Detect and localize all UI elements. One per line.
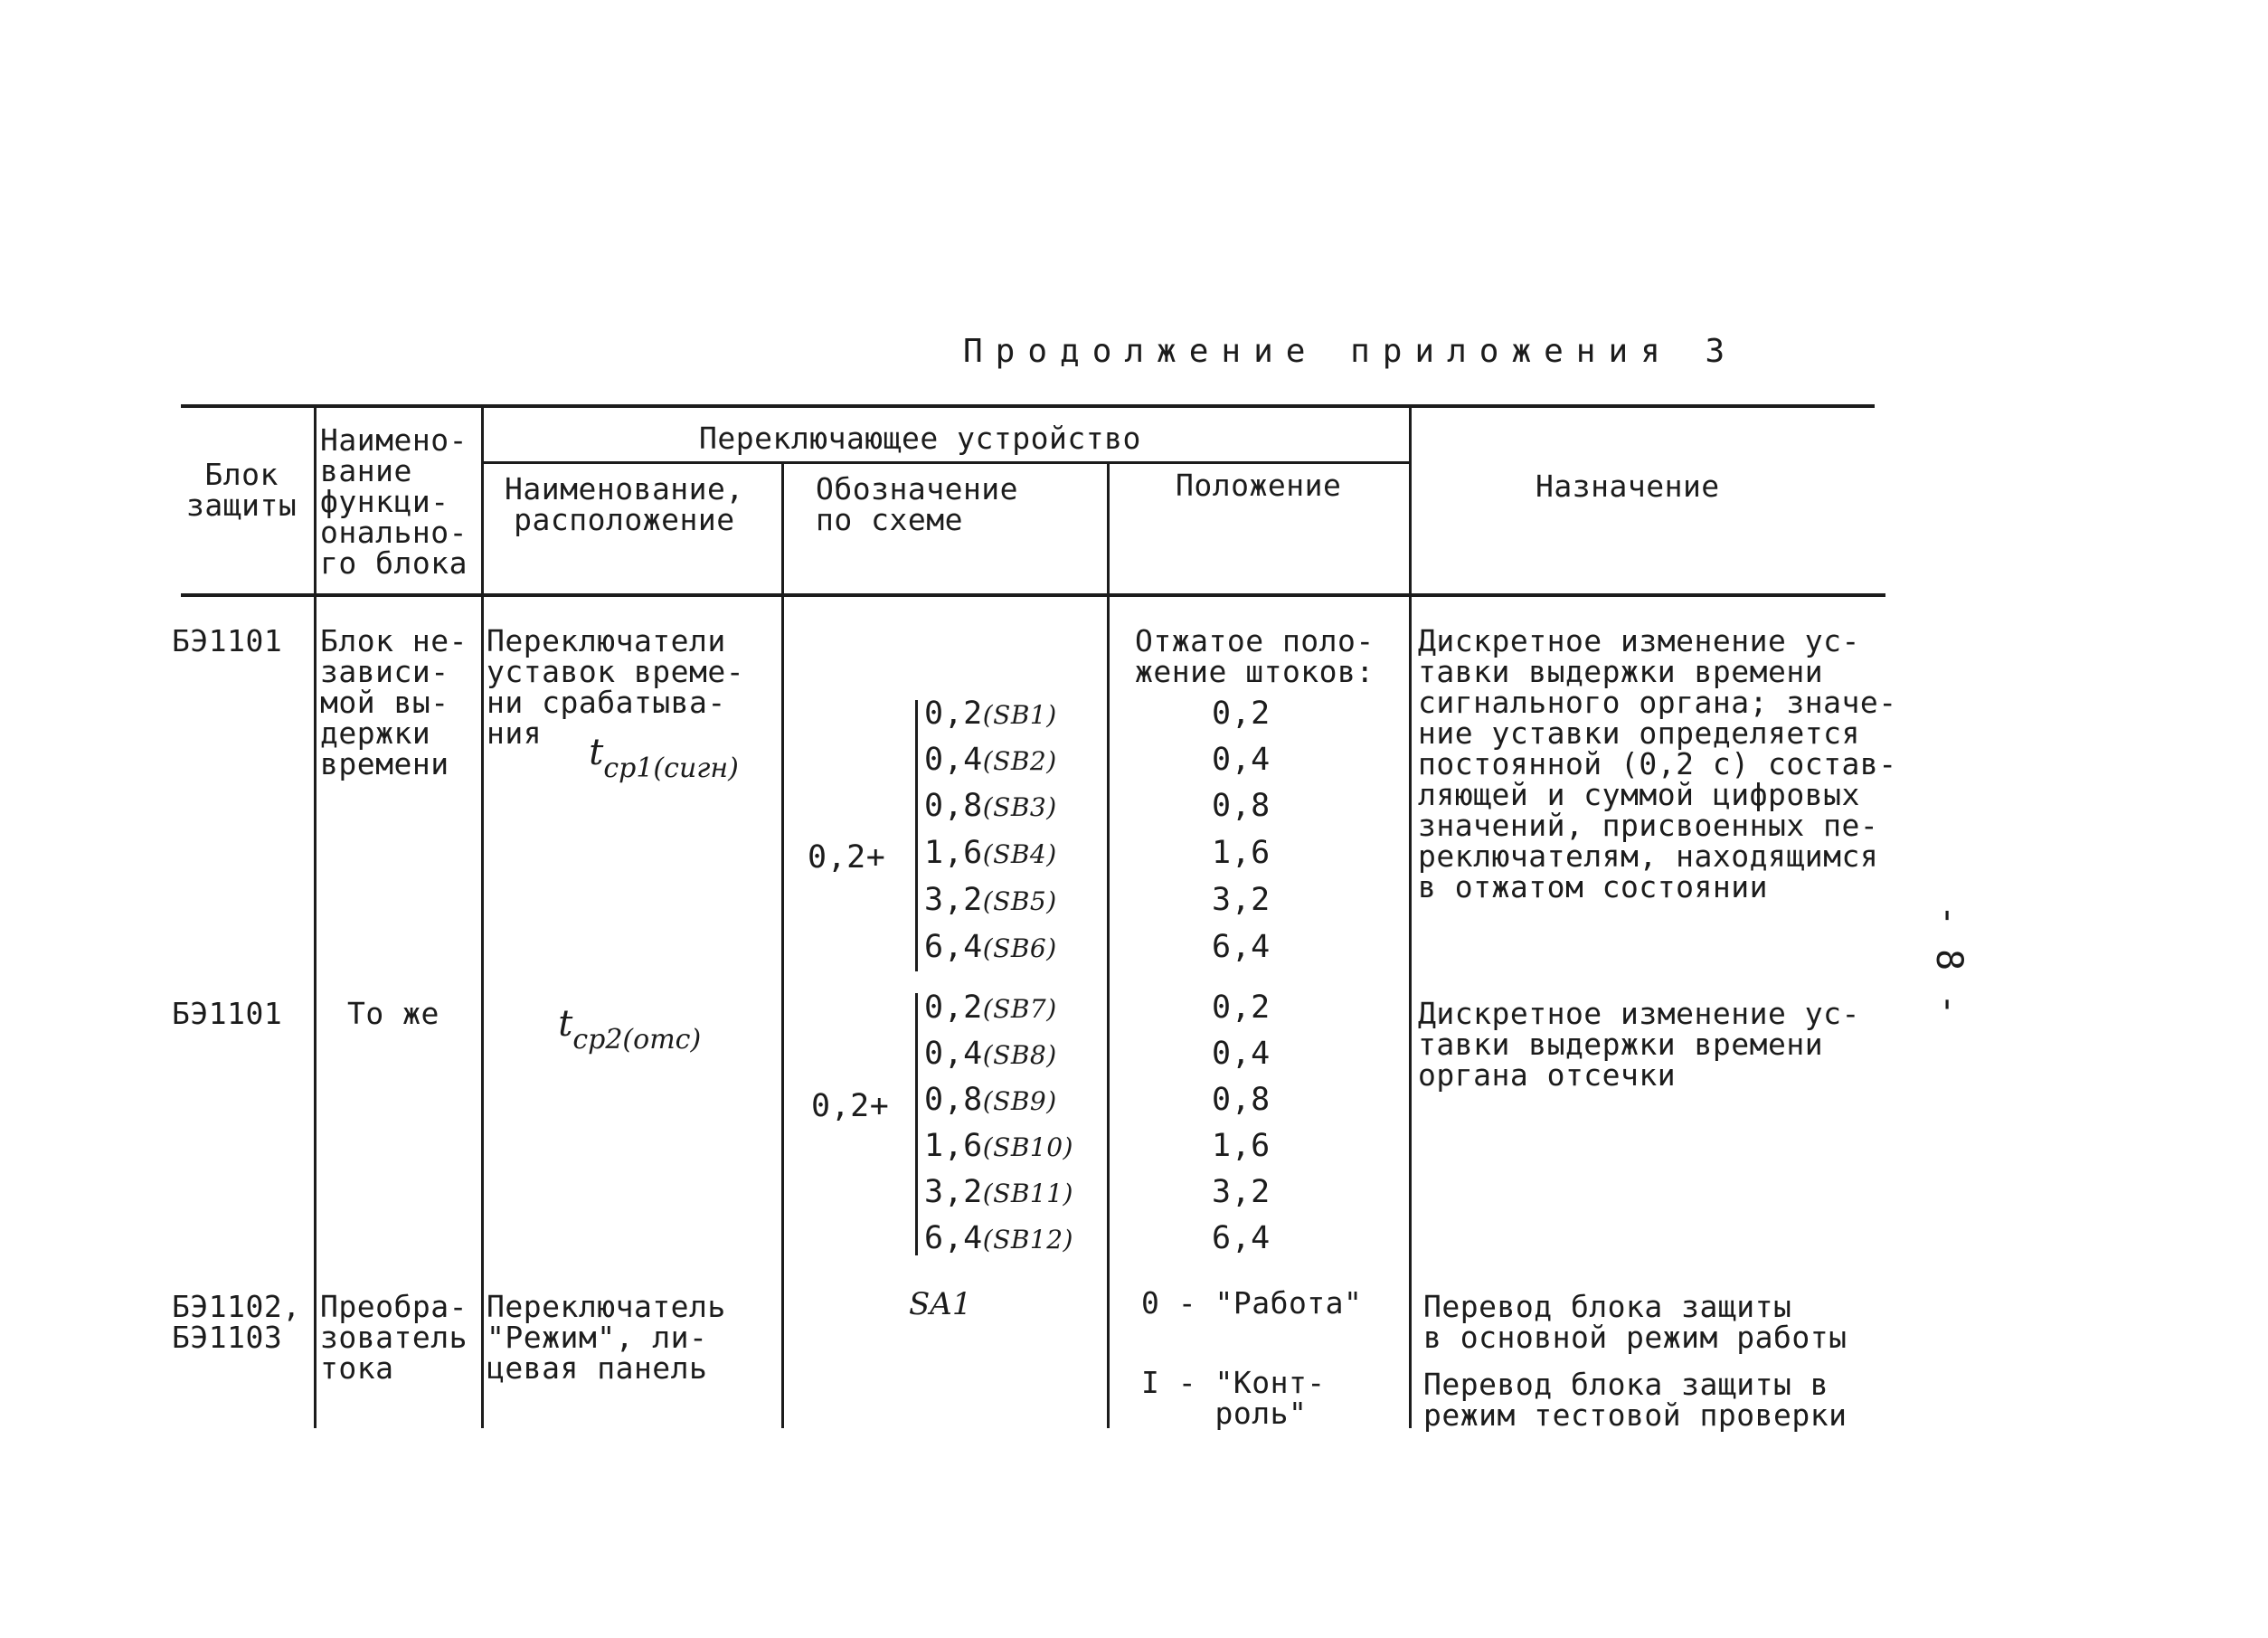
row2-designation-6 <box>924 1220 1073 1256</box>
row2-des-code-4: (SB10) <box>982 1132 1073 1162</box>
row2-des-code-3: (SB9) <box>982 1086 1057 1116</box>
row2-position-6: 6,4 <box>1212 1220 1271 1256</box>
row1-des-code-5: (SB5) <box>982 886 1057 916</box>
row3-purpose-2: Перевод блока защиты в режим тестовой проверки <box>1423 1367 1847 1433</box>
row2-purpose: Дискретное изменение ус- тавки выдержки времени органа отсечки <box>1418 996 1860 1093</box>
row2-position-5: 3,2 <box>1212 1174 1271 1210</box>
row1-designation-2 <box>924 744 1057 777</box>
row3-name: Переключатель "Режим", ли- цевая панель <box>487 1289 726 1386</box>
row2-des-value-5: 3,2 <box>924 1174 983 1210</box>
row2-des-code-2: (SB8) <box>982 1040 1057 1070</box>
row2-designation-2 <box>924 1038 1057 1071</box>
row1-position-2: 0,4 <box>1212 742 1271 778</box>
col-divider-3 <box>781 462 784 1428</box>
row2-position-2: 0,4 <box>1212 1036 1271 1072</box>
row2-designation-3 <box>924 1084 1057 1117</box>
row1-des-value-4: 1,6 <box>924 835 983 871</box>
row3-designation: SA1 <box>909 1286 972 1322</box>
row3-position-1: 0 - "Работа" <box>1141 1285 1363 1321</box>
row1-position-3: 0,8 <box>1212 788 1271 824</box>
row2-time-symbol <box>541 986 702 1056</box>
row1-bracket <box>915 700 918 971</box>
row2-des-value-1: 0,2 <box>924 989 983 1026</box>
row1-designation-3 <box>924 788 1057 824</box>
header-position: Положение <box>1176 468 1342 503</box>
row2-prefix: 0,2+ <box>811 1088 890 1124</box>
row1-designation-1 <box>924 698 1057 731</box>
row2-position-4: 1,6 <box>1212 1128 1271 1164</box>
header-block: Блок защиты <box>186 457 298 523</box>
row2-des-value-4: 1,6 <box>924 1128 983 1164</box>
row1-position-5: 3,2 <box>1212 882 1271 918</box>
row2-bracket <box>915 993 918 1255</box>
header-purpose: Назначение <box>1536 469 1720 504</box>
row1-t-subscript: ср1(сигн) <box>603 753 739 784</box>
row3-purpose-1: Перевод блока защиты в основной режим работы <box>1423 1289 1847 1355</box>
row1-des-value-3: 0,8 <box>924 788 983 824</box>
row2-position-1: 0,2 <box>1212 989 1271 1026</box>
header-switch-device: Переключающее устройство <box>699 421 1141 456</box>
row2-des-value-3: 0,8 <box>924 1082 983 1118</box>
row1-func: Блок не- зависи- мой вы- держки времени <box>320 623 468 781</box>
col-divider-2 <box>481 406 484 1428</box>
page-number: - 8 - <box>1928 904 1970 1016</box>
row3-position-2: I - "Конт- роль" <box>1141 1365 1326 1431</box>
row1-position-label: Отжатое поло- жение штоков: <box>1135 623 1375 689</box>
row2-des-value-2: 0,4 <box>924 1036 983 1072</box>
row1-des-value-2: 0,4 <box>924 742 983 778</box>
row1-position-6: 6,4 <box>1212 929 1271 965</box>
header-func-block: Наимено- вание функци- онально- го блока <box>320 422 468 581</box>
row1-des-code-1: (SB1) <box>982 700 1057 730</box>
row2-t-symbol: t <box>558 1003 573 1045</box>
header-name-location: Наименование, расположение <box>505 471 744 537</box>
row1-t-symbol: t <box>589 732 604 773</box>
row1-des-value-1: 0,2 <box>924 696 983 732</box>
row1-des-code-4: (SB4) <box>982 839 1057 869</box>
row1-position-4: 1,6 <box>1212 835 1271 871</box>
row2-func: То же <box>347 996 439 1031</box>
row2-designation-1 <box>924 989 1057 1026</box>
row1-des-code-6: (SB6) <box>982 933 1057 963</box>
table-top-rule <box>181 404 1875 408</box>
row1-designation-5 <box>924 882 1057 918</box>
row2-t-subscript: ср2(отс) <box>572 1024 702 1056</box>
row1-prefix: 0,2+ <box>808 839 886 876</box>
header-bottom-rule <box>181 593 1885 597</box>
col-divider-5 <box>1409 406 1412 1428</box>
row2-des-code-6: (SB12) <box>982 1225 1073 1255</box>
page-title: Продолжение приложения 3 <box>963 333 1738 370</box>
row3-block: БЭ1102, БЭ1103 <box>172 1289 301 1355</box>
row2-des-code-5: (SB11) <box>982 1179 1073 1208</box>
row2-designation-4 <box>924 1128 1073 1164</box>
row1-position-1: 0,2 <box>1212 696 1271 732</box>
row1-des-code-2: (SB2) <box>982 746 1057 776</box>
header-designation: Обозначение по схеме <box>816 471 1019 537</box>
row1-time-symbol <box>572 715 739 784</box>
row1-name: Переключатели уставок време- ни срабатыва- ния <box>487 623 745 751</box>
switch-device-under-rule <box>483 461 1412 464</box>
row2-des-code-1: (SB7) <box>982 994 1057 1024</box>
row1-designation-6 <box>924 929 1057 965</box>
row2-block: БЭ1101 <box>172 996 283 1031</box>
row1-des-value-5: 3,2 <box>924 882 983 918</box>
row1-designation-4 <box>924 835 1057 871</box>
row2-position-3: 0,8 <box>1212 1082 1271 1118</box>
col-divider-4 <box>1107 462 1110 1428</box>
row1-block: БЭ1101 <box>172 623 283 658</box>
row1-des-code-3: (SB3) <box>982 792 1057 822</box>
row2-des-value-6: 6,4 <box>924 1220 983 1256</box>
col-divider-1 <box>314 406 317 1428</box>
row1-purpose: Дискретное изменение ус- тавки выдержки времени сигнального органа; значе- ние уставки определяется постоянной (0,2 с) состав- ляющей и суммой цифровых значений, присвоенных пе- реключателям, находящимся в отжатом состоянии <box>1418 623 1897 904</box>
row3-func: Преобра- зователь тока <box>320 1289 468 1386</box>
row2-designation-5 <box>924 1174 1073 1210</box>
row1-des-value-6: 6,4 <box>924 929 983 965</box>
